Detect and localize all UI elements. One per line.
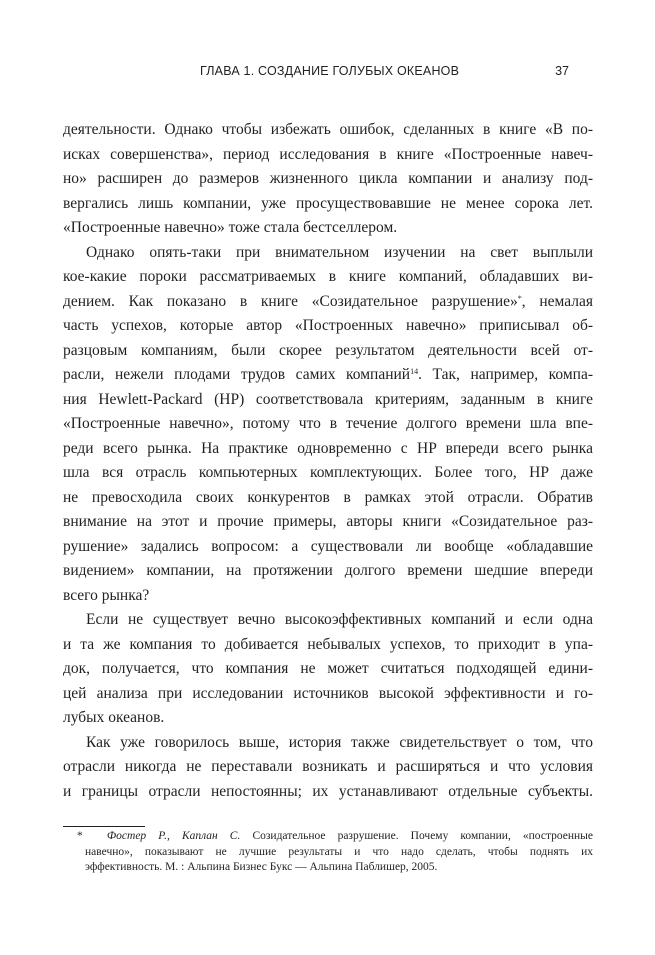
text-line: «Построенные навечно», потому что в течение долгого времени шла впе- (63, 415, 593, 432)
text-fragment: . Так, например, компа- (418, 366, 593, 383)
body-text (63, 118, 593, 804)
text-line: «Построенные навечно» тоже стала бестселлером. (63, 219, 398, 236)
text-line: разцовым компаниям, были скорее результатом деятельности всей от- (63, 341, 593, 359)
text-fragment: расли, нежели плодами трудов самих компаний (63, 366, 411, 383)
text-line: часть успехов, которые автор «Построенных навечно» приписывал об- (63, 317, 593, 334)
paragraph (63, 118, 593, 241)
text-line: исках совершенства», период исследования в книге «Построенные навеч- (63, 145, 593, 163)
footnote-authors: Фостер Р., Каплан С. (106, 830, 241, 842)
text-line: и границы отрасли непостоянны; их устанавливают отдельные субъекты. (63, 782, 593, 800)
text-line: отрасли никогда не переставали возникать и расширяться и что условия (63, 758, 593, 775)
text-fragment: Созидательное разрушение. Почему компании, «построенные (252, 830, 593, 842)
footnote-line: навечно», показывают не лучшие результаты и что надо сделать, чтобы поднять их (85, 845, 593, 858)
footnote (63, 829, 593, 876)
footnote-line (63, 829, 593, 845)
text-line: всего рынка? (63, 586, 150, 604)
text-line: деятельности. Однако чтобы избежать ошибок, сделанных в книге «В по- (63, 121, 593, 138)
paragraph (63, 731, 593, 805)
text-line: Однако опять-таки при внимательном изучении на свет выплыли (86, 243, 593, 261)
text-line: рушение» задались вопросом: а существовали ли вообще «обладавшие (63, 537, 593, 555)
text-line: видением» компании, на протяжении долгого времени шедшие впереди (63, 562, 593, 579)
text-line: реди всего рынка. На практике одновременно с HP впереди всего рынка (63, 439, 593, 457)
footnote-marker: * (77, 830, 83, 842)
text-line: цей анализа при исследовании источников высокой эффективности и го- (63, 684, 593, 702)
text-line: лубых океанов. (63, 709, 165, 726)
text-fragment: дением. Как показано в книге «Созидательное разрушение» (63, 292, 518, 310)
footnote-line: эффективность. М. : Альпина Бизнес Букс — Альпина Паблишер, 2005. (85, 861, 438, 873)
text-line: кое-какие пороки рассматриваемых в книге компаний, обладавших ви- (63, 268, 593, 285)
footnote-divider (63, 826, 145, 827)
running-head: ГЛАВА 1. СОЗДАНИЕ ГОЛУБЫХ ОКЕАНОВ (200, 64, 460, 78)
page-number: 37 (555, 64, 569, 78)
text-line: шла вся отрасль компьютерных комплектующих. Более того, HP даже (63, 464, 593, 481)
endnote-ref[interactable]: 14 (410, 367, 419, 376)
text-line: док, получается, что компания не может считаться подходящей едини- (63, 660, 593, 677)
text-line: вергались лишь компании, уже просуществовавшие не менее сорока лет. (63, 194, 593, 212)
footnote-ref[interactable]: * (517, 293, 522, 303)
text-line: Как уже говорилось выше, история также свидетельствует о том, что (86, 733, 593, 751)
text-line: не превосходила своих конкурентов в рамках этой отрасли. Обратив (63, 488, 593, 506)
paragraph (63, 241, 593, 609)
text-line: но» расширен до размеров жизненного цикла компании и анализу под- (63, 170, 593, 187)
text-line (63, 363, 593, 388)
text-line (63, 290, 593, 315)
text-line: и та же компания то добивается небывалых успехов, то приходит в упа- (63, 635, 593, 653)
text-line: внимание на этот и прочие примеры, авторы книги «Созидательное раз- (63, 513, 593, 530)
text-fragment: , немалая (521, 292, 593, 310)
paragraph (63, 608, 593, 731)
text-line: Если не существует вечно высокоэффективных компаний и если одна (86, 611, 593, 628)
text-line: ния Hewlett-Packard (HP) соответствовала критериям, заданным в книге (63, 390, 593, 408)
